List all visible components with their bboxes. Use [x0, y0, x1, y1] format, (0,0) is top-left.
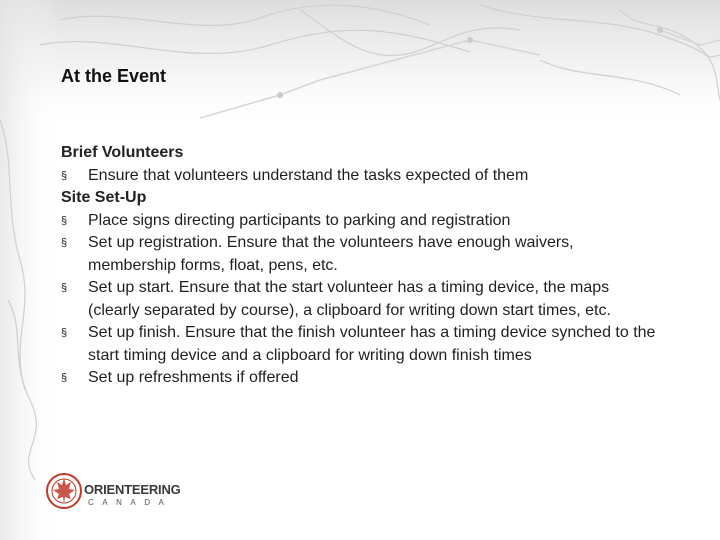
bullet-marker: §	[61, 372, 68, 384]
section-heading-brief-volunteers: Brief Volunteers	[61, 144, 184, 161]
bullet-item	[61, 277, 661, 322]
bullet-text: Ensure that volunteers understand the tasks expected of them	[88, 166, 529, 184]
bullet-item	[61, 232, 661, 277]
bullet-marker: §	[61, 169, 68, 182]
logo-wordmark: ORIENTEERING	[84, 482, 181, 497]
orienteering-canada-logo	[44, 467, 204, 517]
bullet-item	[61, 322, 661, 367]
bullet-text: Set up refreshments if offered	[88, 369, 299, 386]
bullet-marker: §	[61, 237, 68, 249]
logo-subtitle: CANADA	[88, 498, 173, 507]
bullet-text: Set up registration. Ensure that the volunteers have enough waivers, membership forms, float, pens, etc.	[88, 234, 574, 274]
bullet-marker: §	[61, 282, 68, 294]
bullet-text: Set up finish. Ensure that the finish volunteer has a timing device synched to the start timing device and a clipboard for writing down finish times	[88, 324, 656, 364]
slide-body	[61, 142, 661, 390]
bullet-marker: §	[61, 327, 68, 339]
section-heading-site-set-up: Site Set-Up	[61, 189, 147, 206]
bullet-text: Set up start. Ensure that the start volunteer has a timing device, the maps (clearly separated by course), a clipboard for writing down start times, etc.	[88, 279, 611, 319]
bullet-text: Place signs directing participants to parking and registration	[88, 211, 511, 229]
bullet-item	[61, 210, 661, 233]
slide-title: At the Event	[61, 66, 167, 86]
bullet-marker: §	[61, 214, 68, 227]
bullet-item	[61, 367, 661, 390]
bullet-item	[61, 165, 661, 188]
maple-leaf-compass-icon	[44, 471, 84, 511]
